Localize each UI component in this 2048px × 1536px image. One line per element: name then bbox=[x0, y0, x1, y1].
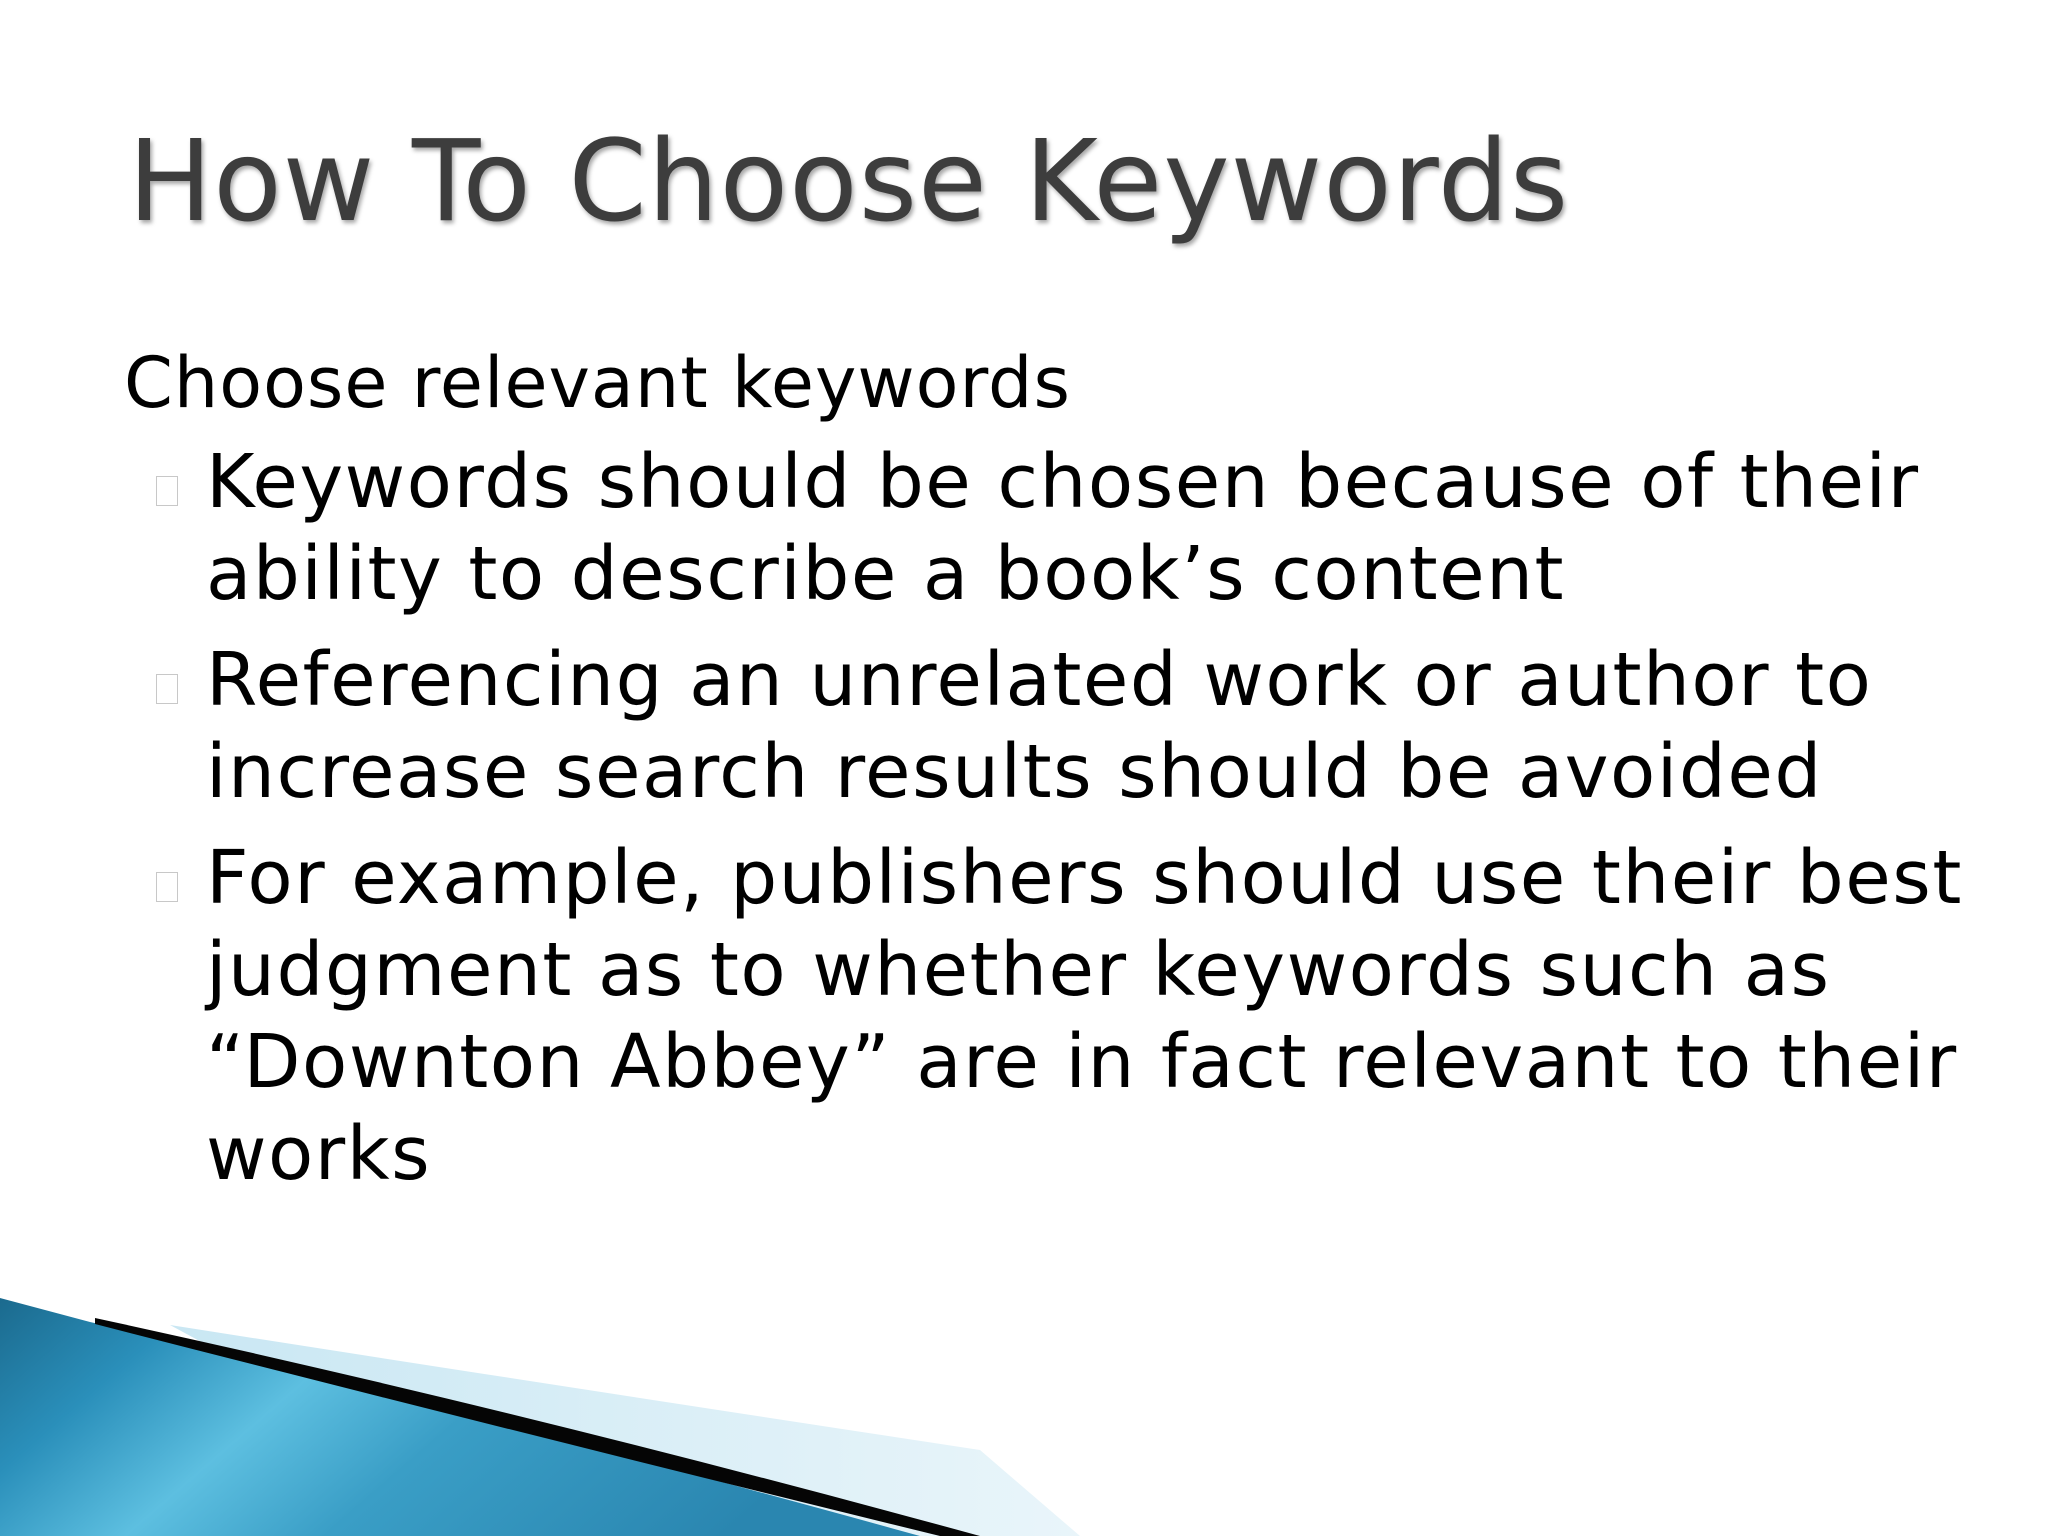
bullet-item bbox=[124, 634, 1964, 818]
bullet-text: Referencing an unrelated work or author to increase search results should be avoided bbox=[206, 637, 1873, 815]
blue-band bbox=[0, 1298, 920, 1536]
slide-body bbox=[124, 340, 1964, 1214]
bullet-text: For example, publishers should use their best judgment as to whether keywords such as “Downton Abbey” are in fact relevant to their works bbox=[206, 835, 1963, 1197]
bullet-box-icon bbox=[156, 674, 178, 704]
bullet-text: Keywords should be chosen because of their ability to describe a book’s content bbox=[206, 439, 1920, 617]
bullet-box-icon bbox=[156, 476, 178, 506]
dark-band bbox=[95, 1318, 980, 1536]
bullet-list bbox=[124, 436, 1964, 1200]
body-heading: Choose relevant keywords bbox=[124, 342, 1071, 424]
slide-title: How To Choose Keywords bbox=[128, 117, 1570, 247]
bullet-box-icon bbox=[156, 872, 178, 902]
pale-band bbox=[170, 1325, 1080, 1536]
bullet-item bbox=[124, 436, 1964, 620]
bullet-item bbox=[124, 832, 1964, 1200]
